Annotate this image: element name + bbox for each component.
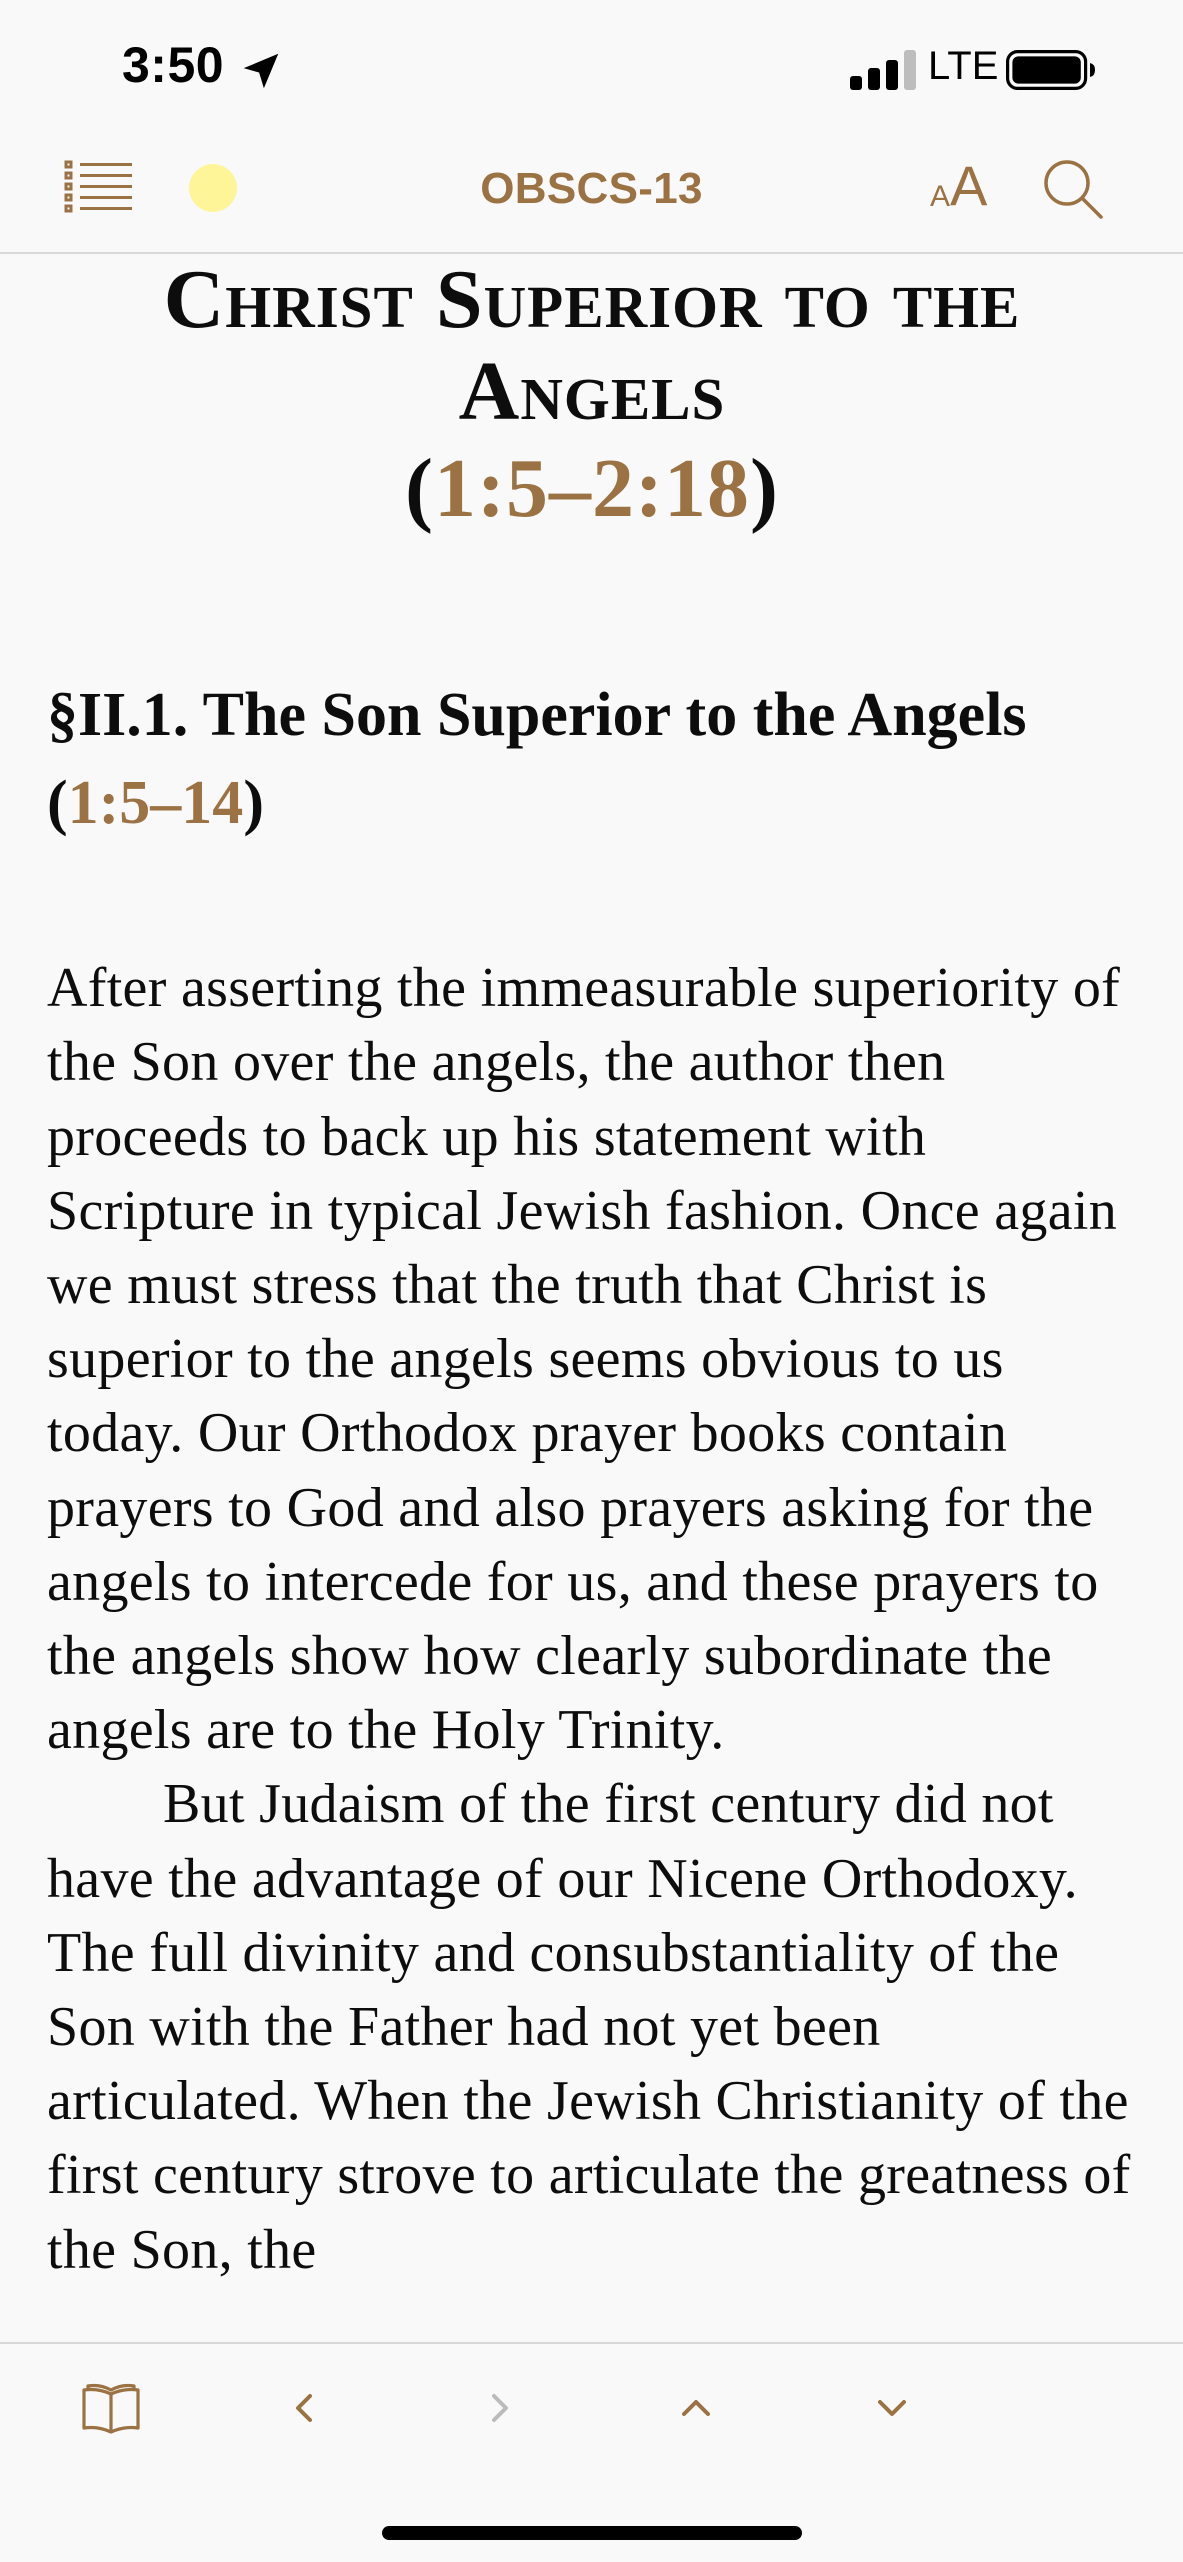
- chapter-reference: [47, 443, 1137, 535]
- large-a-glyph: A: [950, 154, 988, 217]
- search-icon[interactable]: [1040, 156, 1106, 222]
- battery-icon: [1006, 50, 1096, 90]
- chapter-title: [47, 252, 1137, 535]
- section-heading: [47, 671, 1137, 847]
- status-bar: [0, 0, 1183, 130]
- chapter-ref-link[interactable]: 1:5–2:18: [434, 441, 750, 535]
- cellular-signal-icon: [850, 50, 916, 90]
- home-indicator[interactable]: [382, 2526, 802, 2540]
- reading-content[interactable]: [47, 252, 1137, 2342]
- book-icon[interactable]: [80, 2378, 142, 2438]
- network-type: LTE: [928, 44, 999, 88]
- small-a-glyph: A: [930, 180, 951, 213]
- paragraph: After asserting the immeasurable superiority of the Son over the angels, the author then proceeds to back up his statement with Scripture in typical Jewish fashion. Once again we must stress that the truth that Christ is superior to the angels seems obvious to us today. Our Orthodox prayer books contain prayers to God and also prayers asking for the angels to intercede for us, and these prayers to the angels show how clearly subordinate the angels are to the Holy Trinity.: [47, 957, 1121, 1762]
- chapter-title-text: Christ Superior to the Angels: [163, 253, 1021, 439]
- section-ref-close: ): [243, 769, 264, 838]
- chevron-left-icon[interactable]: [274, 2378, 334, 2438]
- chevron-up-icon[interactable]: [666, 2378, 726, 2438]
- chapter-ref-open: (: [405, 441, 435, 535]
- top-toolbar: [0, 130, 1183, 254]
- section-ref-link[interactable]: 1:5–14: [67, 769, 244, 838]
- status-time: 3:50: [122, 37, 225, 93]
- paragraph: But Judaism of the first century did not have the advantage of our Nicene Orthodoxy. The full divinity and consubstantiality of the Son with the Father had not yet been articulated. When the Jewish Christianity of the first century strove to articulate the greatness of the Son, the: [47, 1773, 1131, 2281]
- book-title: OBSCS-13: [480, 164, 703, 213]
- chevron-down-icon[interactable]: [862, 2378, 922, 2438]
- chevron-right-icon[interactable]: [470, 2378, 530, 2438]
- text-size-icon[interactable]: [924, 152, 990, 222]
- bottom-toolbar: [0, 2342, 1183, 2562]
- section-ref-open: (: [47, 769, 68, 838]
- location-arrow-icon: [238, 48, 284, 94]
- chapter-ref-close: ): [749, 441, 779, 535]
- section-heading-text: §II.1. The Son Superior to the Angels: [47, 681, 1027, 750]
